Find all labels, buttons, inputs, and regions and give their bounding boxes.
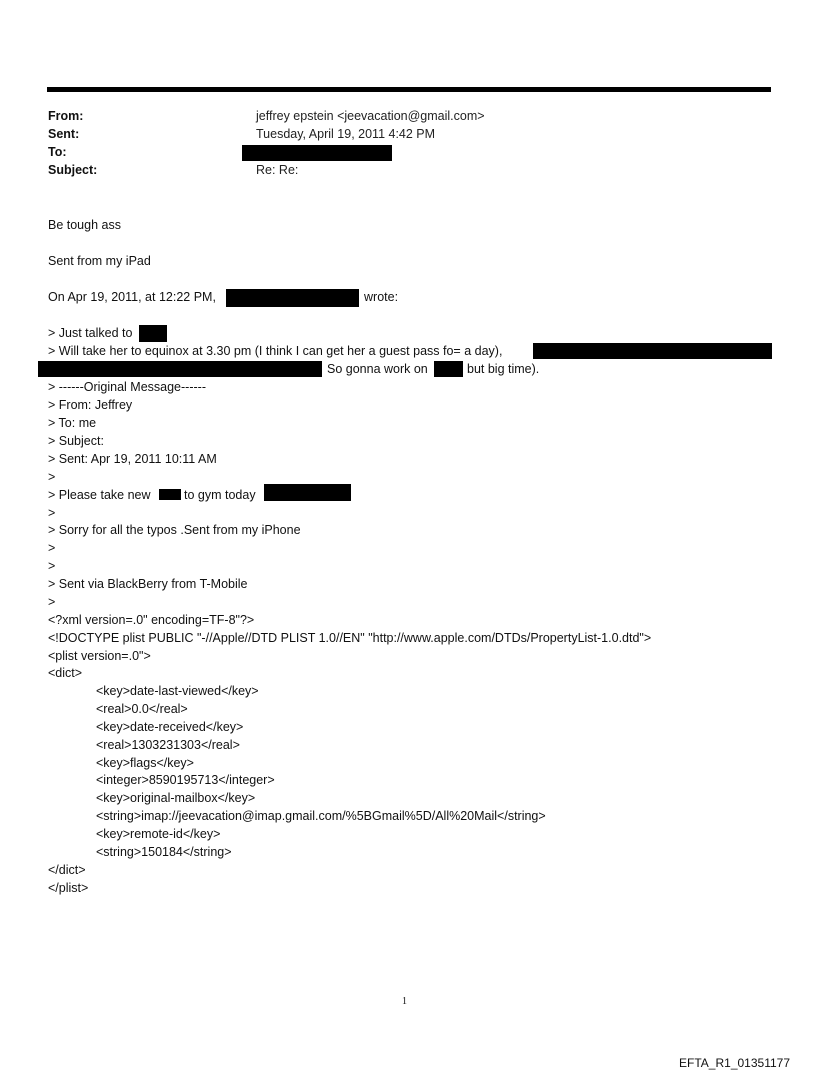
quoted-line: >: [48, 541, 56, 555]
xml-line: <string>150184</string>: [96, 845, 232, 859]
reply-intro-wrote: wrote:: [364, 290, 399, 304]
from-label: From:: [48, 109, 84, 123]
xml-line: <integer>8590195713</integer>: [96, 773, 275, 787]
xml-line: </dict>: [48, 863, 86, 877]
quoted-line: > Sent: Apr 19, 2011 10:11 AM: [48, 452, 217, 466]
redaction-name: [434, 361, 463, 377]
quoted-line: > Subject:: [48, 434, 104, 448]
redaction-block: [533, 343, 772, 359]
redaction-block: [264, 484, 351, 501]
redaction-name: [159, 489, 181, 500]
xml-line: <key>date-received</key>: [96, 720, 244, 734]
to-label: To:: [48, 145, 67, 159]
quoted-line: to gym today: [184, 488, 256, 502]
from-value: jeffrey epstein <jeevacation@gmail.com>: [256, 109, 485, 123]
xml-line: <key>flags</key>: [96, 756, 194, 770]
quoted-line: >: [48, 559, 56, 573]
quoted-line: > From: Jeffrey: [48, 398, 133, 412]
subject-label: Subject:: [48, 163, 98, 177]
xml-line: <key>date-last-viewed</key>: [96, 684, 259, 698]
quoted-line: >: [48, 470, 56, 484]
xml-line: </plist>: [48, 881, 89, 895]
quoted-line: > Just talked to: [48, 326, 133, 340]
sent-value: Tuesday, April 19, 2011 4:42 PM: [256, 127, 436, 141]
quoted-line: >: [48, 506, 56, 520]
document-id: EFTA_R1_01351177: [679, 1056, 790, 1070]
quoted-line: > Sorry for all the typos .Sent from my iPhone: [48, 523, 301, 537]
redaction-sender: [226, 289, 359, 307]
xml-line: <real>1303231303</real>: [96, 738, 240, 752]
quoted-line: but big time).: [467, 362, 540, 376]
xml-line: <?xml version=.0" encoding=TF-8"?>: [48, 613, 255, 627]
xml-line: <dict>: [48, 666, 83, 680]
quoted-line: > Will take her to equinox at 3.30 pm (I think I can get her a guest pass fo= a day),: [48, 344, 503, 358]
redaction-to: [242, 145, 392, 161]
xml-line: <!DOCTYPE plist PUBLIC "-//Apple//DTD PLIST 1.0//EN" "http://www.apple.com/DTDs/PropertyList-1.0.dtd">: [48, 631, 652, 645]
quoted-line: > ------Original Message------: [48, 380, 206, 394]
xml-line: <real>0.0</real>: [96, 702, 188, 716]
redaction-name: [139, 325, 167, 342]
xml-line: <plist version=.0">: [48, 649, 151, 663]
xml-line: <string>imap://jeevacation@imap.gmail.com/%5BGmail%5D/All%20Mail</string>: [96, 809, 546, 823]
redaction-block: [38, 361, 322, 377]
reply-intro: On Apr 19, 2011, at 12:22 PM,: [48, 290, 216, 304]
quoted-line: > Sent via BlackBerry from T-Mobile: [48, 577, 248, 591]
sent-label: Sent:: [48, 127, 80, 141]
quoted-line: >: [48, 595, 56, 609]
page-number: 1: [402, 996, 407, 1007]
quoted-line: > To: me: [48, 416, 97, 430]
signature-line: Sent from my iPad: [48, 254, 151, 268]
quoted-line: So gonna work on: [327, 362, 428, 376]
header-divider: [47, 87, 771, 92]
subject-value: Re: Re:: [256, 163, 299, 177]
xml-line: <key>original-mailbox</key>: [96, 791, 256, 805]
message-line: Be tough ass: [48, 218, 121, 232]
xml-line: <key>remote-id</key>: [96, 827, 221, 841]
quoted-line: > Please take new: [48, 488, 151, 502]
